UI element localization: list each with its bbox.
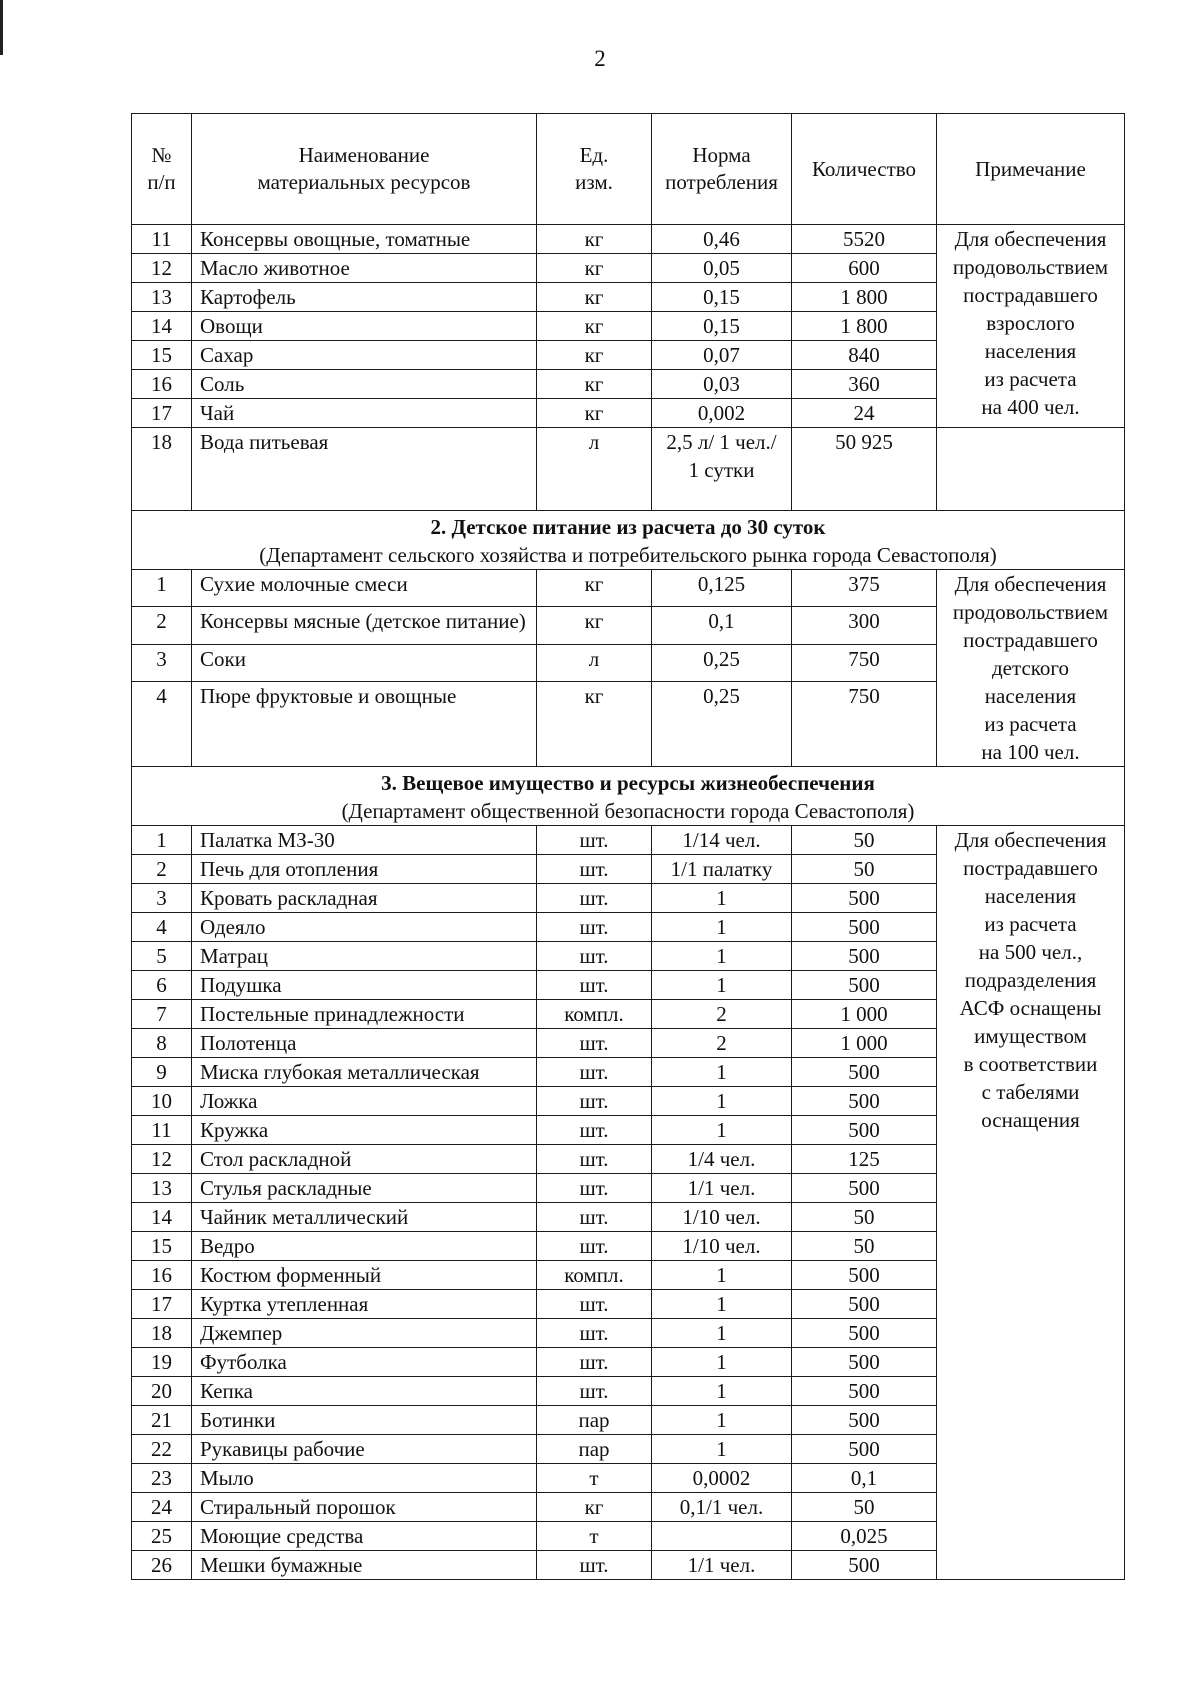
unit-cell: кг xyxy=(537,254,652,283)
row-number: 16 xyxy=(132,1261,192,1290)
row-number: 3 xyxy=(132,644,192,681)
note-cell xyxy=(937,428,1125,511)
unit-cell: т xyxy=(537,1522,652,1551)
note-line: пострадавшего xyxy=(963,283,1098,307)
quantity-cell: 0,1 xyxy=(792,1464,937,1493)
norm-cell: 0,05 xyxy=(652,254,792,283)
unit-cell: шт. xyxy=(537,1551,652,1580)
note-line: имуществом xyxy=(974,1024,1087,1048)
note-line: подразделения xyxy=(964,968,1097,992)
row-number: 16 xyxy=(132,370,192,399)
section-header xyxy=(132,767,1125,826)
quantity-cell: 500 xyxy=(792,1377,937,1406)
quantity-cell: 1 800 xyxy=(792,283,937,312)
resource-name: Кепка xyxy=(192,1377,537,1406)
section-header xyxy=(132,511,1125,570)
quantity-cell: 50 xyxy=(792,1203,937,1232)
resource-name: Ведро xyxy=(192,1232,537,1261)
norm-cell: 1 xyxy=(652,971,792,1000)
quantity-cell: 1 800 xyxy=(792,312,937,341)
row-number: 7 xyxy=(132,1000,192,1029)
quantity-cell: 50 xyxy=(792,1493,937,1522)
row-number: 17 xyxy=(132,1290,192,1319)
row-number: 17 xyxy=(132,399,192,428)
norm-cell: 1 xyxy=(652,1116,792,1145)
table-row xyxy=(132,428,1125,511)
resource-name: Пюре фруктовые и овощные xyxy=(192,682,537,767)
resource-name: Ботинки xyxy=(192,1406,537,1435)
resources-table-body xyxy=(132,114,1125,1580)
norm-cell: 1 xyxy=(652,1058,792,1087)
row-number: 12 xyxy=(132,1145,192,1174)
quantity-cell: 1 000 xyxy=(792,1029,937,1058)
resource-name: Сахар xyxy=(192,341,537,370)
norm-cell: 0,125 xyxy=(652,570,792,607)
row-number: 1 xyxy=(132,826,192,855)
resource-name: Подушка xyxy=(192,971,537,1000)
norm-cell: 0,03 xyxy=(652,370,792,399)
unit-cell: шт. xyxy=(537,913,652,942)
norm-cell: 1 xyxy=(652,1290,792,1319)
quantity-cell: 600 xyxy=(792,254,937,283)
note-line: АСФ оснащены xyxy=(959,996,1102,1020)
row-number: 4 xyxy=(132,682,192,767)
unit-cell: шт. xyxy=(537,1116,652,1145)
resource-name: Консервы мясные (детское питание) xyxy=(192,607,537,644)
quantity-cell: 300 xyxy=(792,607,937,644)
norm-cell: 0,46 xyxy=(652,225,792,254)
norm-cell: 1/1 палатку xyxy=(652,855,792,884)
page-number: 2 xyxy=(594,46,606,71)
unit-cell: шт. xyxy=(537,1290,652,1319)
header-note: Примечание xyxy=(937,114,1125,225)
note-line: пострадавшего xyxy=(963,856,1098,880)
quantity-cell: 50 xyxy=(792,855,937,884)
row-number: 2 xyxy=(132,607,192,644)
quantity-cell: 500 xyxy=(792,1290,937,1319)
quantity-cell: 375 xyxy=(792,570,937,607)
norm-cell: 1 xyxy=(652,1406,792,1435)
row-number: 18 xyxy=(132,1319,192,1348)
norm-cell: 0,25 xyxy=(652,644,792,681)
note-cell xyxy=(937,570,1125,767)
quantity-cell: 500 xyxy=(792,942,937,971)
unit-cell: шт. xyxy=(537,1232,652,1261)
row-number: 23 xyxy=(132,1464,192,1493)
row-number: 11 xyxy=(132,1116,192,1145)
resource-name: Куртка утепленная xyxy=(192,1290,537,1319)
note-line: из расчета xyxy=(984,912,1077,936)
unit-cell: компл. xyxy=(537,1000,652,1029)
quantity-cell: 500 xyxy=(792,913,937,942)
quantity-cell: 500 xyxy=(792,1174,937,1203)
unit-cell: кг xyxy=(537,682,652,767)
table-row xyxy=(132,570,1125,607)
resource-name: Стулья раскладные xyxy=(192,1174,537,1203)
quantity-cell: 50 xyxy=(792,826,937,855)
resource-name: Чай xyxy=(192,399,537,428)
unit-cell: шт. xyxy=(537,1058,652,1087)
norm-cell: 1 xyxy=(652,1435,792,1464)
unit-cell: кг xyxy=(537,607,652,644)
norm-cell: 2 xyxy=(652,1029,792,1058)
note-line: Для обеспечения xyxy=(954,572,1107,596)
row-number: 2 xyxy=(132,855,192,884)
note-line: продовольствием xyxy=(952,600,1109,624)
row-number: 14 xyxy=(132,312,192,341)
norm-cell: 1/1 чел. xyxy=(652,1551,792,1580)
table-row xyxy=(132,826,1125,855)
row-number: 12 xyxy=(132,254,192,283)
resource-name: Палатка МЗ-30 xyxy=(192,826,537,855)
row-number: 24 xyxy=(132,1493,192,1522)
norm-cell: 0,002 xyxy=(652,399,792,428)
resource-name: Печь для отопления xyxy=(192,855,537,884)
unit-cell: шт. xyxy=(537,1087,652,1116)
section-header-row xyxy=(132,511,1125,570)
quantity-cell: 50 xyxy=(792,1232,937,1261)
norm-cell: 1 xyxy=(652,1087,792,1116)
resource-name: Вода питьевая xyxy=(192,428,537,511)
resource-name: Костюм форменный xyxy=(192,1261,537,1290)
resource-name: Картофель xyxy=(192,283,537,312)
quantity-cell: 500 xyxy=(792,1406,937,1435)
resource-name: Постельные принадлежности xyxy=(192,1000,537,1029)
norm-cell: 0,1 xyxy=(652,607,792,644)
row-number: 13 xyxy=(132,1174,192,1203)
norm-cell: 1/10 чел. xyxy=(652,1232,792,1261)
note-line: Для обеспечения xyxy=(954,227,1107,251)
unit-cell: л xyxy=(537,644,652,681)
norm-cell: 1 xyxy=(652,884,792,913)
resource-name: Стол раскладной xyxy=(192,1145,537,1174)
header-name: Наименование материальных ресурсов xyxy=(192,114,537,225)
unit-cell: кг xyxy=(537,312,652,341)
quantity-cell: 500 xyxy=(792,971,937,1000)
row-number: 19 xyxy=(132,1348,192,1377)
unit-cell: шт. xyxy=(537,884,652,913)
row-number: 20 xyxy=(132,1377,192,1406)
quantity-cell: 24 xyxy=(792,399,937,428)
note-line: детского xyxy=(992,656,1069,680)
note-line: с табелями xyxy=(981,1080,1080,1104)
header-quantity: Количество xyxy=(792,114,937,225)
resource-name: Джемпер xyxy=(192,1319,537,1348)
row-number: 14 xyxy=(132,1203,192,1232)
row-number: 15 xyxy=(132,1232,192,1261)
resource-name: Масло животное xyxy=(192,254,537,283)
norm-cell: 1/14 чел. xyxy=(652,826,792,855)
resource-name: Ложка xyxy=(192,1087,537,1116)
quantity-cell: 1 000 xyxy=(792,1000,937,1029)
unit-cell: кг xyxy=(537,283,652,312)
resource-name: Мыло xyxy=(192,1464,537,1493)
quantity-cell: 500 xyxy=(792,1348,937,1377)
section-title: 3. Вещевое имущество и ресурсы жизнеобеспечения xyxy=(381,771,875,795)
resource-name: Кружка xyxy=(192,1116,537,1145)
unit-cell: шт. xyxy=(537,1145,652,1174)
unit-cell: шт. xyxy=(537,1174,652,1203)
norm-cell: 1 xyxy=(652,1261,792,1290)
row-number: 15 xyxy=(132,341,192,370)
quantity-cell: 500 xyxy=(792,1058,937,1087)
resource-name: Мешки бумажные xyxy=(192,1551,537,1580)
row-number: 11 xyxy=(132,225,192,254)
resource-name: Соль xyxy=(192,370,537,399)
norm-cell: 1 xyxy=(652,1348,792,1377)
unit-cell: кг xyxy=(537,225,652,254)
note-line: на 400 чел. xyxy=(981,395,1080,419)
note-line: в соответствии xyxy=(963,1052,1098,1076)
header-unit: Ед. изм. xyxy=(537,114,652,225)
section-subtitle: (Департамент сельского хозяйства и потребительского рынка города Севастополя) xyxy=(259,543,997,567)
resource-name: Футболка xyxy=(192,1348,537,1377)
unit-cell: шт. xyxy=(537,826,652,855)
note-line: Для обеспечения xyxy=(954,828,1107,852)
norm-cell: 0,15 xyxy=(652,312,792,341)
norm-cell: 2 xyxy=(652,1000,792,1029)
unit-cell: шт. xyxy=(537,1348,652,1377)
note-line: населения xyxy=(984,884,1077,908)
norm-cell: 1 xyxy=(652,1319,792,1348)
norm-cell xyxy=(652,1522,792,1551)
quantity-cell: 5520 xyxy=(792,225,937,254)
note-cell xyxy=(937,225,1125,428)
norm-cell: 1/10 чел. xyxy=(652,1203,792,1232)
norm-cell xyxy=(652,428,792,511)
row-number: 10 xyxy=(132,1087,192,1116)
note-line: пострадавшего xyxy=(963,628,1098,652)
norm-cell: 0,07 xyxy=(652,341,792,370)
note-line: населения xyxy=(984,339,1077,363)
quantity-cell: 125 xyxy=(792,1145,937,1174)
row-number: 13 xyxy=(132,283,192,312)
norm-cell: 0,0002 xyxy=(652,1464,792,1493)
resource-name: Сухие молочные смеси xyxy=(192,570,537,607)
unit-cell: компл. xyxy=(537,1261,652,1290)
norm-cell: 1 xyxy=(652,942,792,971)
resource-name: Овощи xyxy=(192,312,537,341)
norm-cell: 0,25 xyxy=(652,682,792,767)
note-line: на 500 чел., xyxy=(978,940,1083,964)
quantity-cell: 500 xyxy=(792,1087,937,1116)
note-line: на 100 чел. xyxy=(981,740,1080,764)
norm-cell: 1 xyxy=(652,1377,792,1406)
section-subtitle: (Департамент общественной безопасности города Севастополя) xyxy=(341,799,915,823)
resource-name: Моющие средства xyxy=(192,1522,537,1551)
section-header-row xyxy=(132,767,1125,826)
unit-cell: шт. xyxy=(537,1029,652,1058)
resource-name: Стиральный порошок xyxy=(192,1493,537,1522)
row-number: 25 xyxy=(132,1522,192,1551)
quantity-cell: 0,025 xyxy=(792,1522,937,1551)
quantity-cell: 500 xyxy=(792,1116,937,1145)
note-line: взрослого xyxy=(986,311,1075,335)
row-number: 26 xyxy=(132,1551,192,1580)
header-norm: Норма потребления xyxy=(652,114,792,225)
norm-cell: 1/1 чел. xyxy=(652,1174,792,1203)
unit-cell: пар xyxy=(537,1406,652,1435)
resource-name: Одеяло xyxy=(192,913,537,942)
resource-name: Рукавицы рабочие xyxy=(192,1435,537,1464)
quantity-cell: 500 xyxy=(792,1435,937,1464)
resources-table xyxy=(131,113,1125,1580)
resource-name: Миска глубокая металлическая xyxy=(192,1058,537,1087)
quantity-cell: 360 xyxy=(792,370,937,399)
resource-name: Кровать раскладная xyxy=(192,884,537,913)
norm-cell: 0,15 xyxy=(652,283,792,312)
row-number: 8 xyxy=(132,1029,192,1058)
unit-cell: кг xyxy=(537,399,652,428)
unit-cell: кг xyxy=(537,370,652,399)
row-number: 21 xyxy=(132,1406,192,1435)
section-title: 2. Детское питание из расчета до 30 суток xyxy=(430,515,826,539)
unit-cell: шт. xyxy=(537,1319,652,1348)
resource-name: Матрац xyxy=(192,942,537,971)
quantity-cell: 500 xyxy=(792,1319,937,1348)
quantity-cell: 500 xyxy=(792,1551,937,1580)
unit-cell: кг xyxy=(537,341,652,370)
note-cell xyxy=(937,826,1125,1580)
row-number: 4 xyxy=(132,913,192,942)
row-number: 6 xyxy=(132,971,192,1000)
resource-name: Чайник металлический xyxy=(192,1203,537,1232)
quantity-cell: 50 925 xyxy=(792,428,937,511)
unit-cell: шт. xyxy=(537,942,652,971)
table-row xyxy=(132,225,1125,254)
quantity-cell: 750 xyxy=(792,682,937,767)
unit-cell: пар xyxy=(537,1435,652,1464)
unit-cell: л xyxy=(537,428,652,511)
unit-cell: кг xyxy=(537,570,652,607)
quantity-cell: 500 xyxy=(792,1261,937,1290)
row-number: 22 xyxy=(132,1435,192,1464)
quantity-cell: 840 xyxy=(792,341,937,370)
norm-line: 2,5 л/ 1 чел./ xyxy=(666,430,777,454)
row-number: 1 xyxy=(132,570,192,607)
note-line: населения xyxy=(984,684,1077,708)
norm-cell: 1/4 чел. xyxy=(652,1145,792,1174)
header-row xyxy=(132,114,1125,225)
unit-cell: кг xyxy=(537,1493,652,1522)
resource-name: Полотенца xyxy=(192,1029,537,1058)
note-line: из расчета xyxy=(984,712,1077,736)
row-number: 3 xyxy=(132,884,192,913)
unit-cell: шт. xyxy=(537,971,652,1000)
row-number: 18 xyxy=(132,428,192,511)
row-number: 5 xyxy=(132,942,192,971)
row-number: 9 xyxy=(132,1058,192,1087)
unit-cell: шт. xyxy=(537,855,652,884)
unit-cell: шт. xyxy=(537,1377,652,1406)
norm-cell: 1 xyxy=(652,913,792,942)
quantity-cell: 500 xyxy=(792,884,937,913)
note-line: оснащения xyxy=(981,1108,1080,1132)
resource-name: Консервы овощные, томатные xyxy=(192,225,537,254)
header-number: № п/п xyxy=(132,114,192,225)
norm-line: 1 сутки xyxy=(688,458,755,482)
note-line: продовольствием xyxy=(952,255,1109,279)
norm-cell: 0,1/1 чел. xyxy=(652,1493,792,1522)
unit-cell: шт. xyxy=(537,1203,652,1232)
unit-cell: т xyxy=(537,1464,652,1493)
resource-name: Соки xyxy=(192,644,537,681)
note-line: из расчета xyxy=(984,367,1077,391)
quantity-cell: 750 xyxy=(792,644,937,681)
